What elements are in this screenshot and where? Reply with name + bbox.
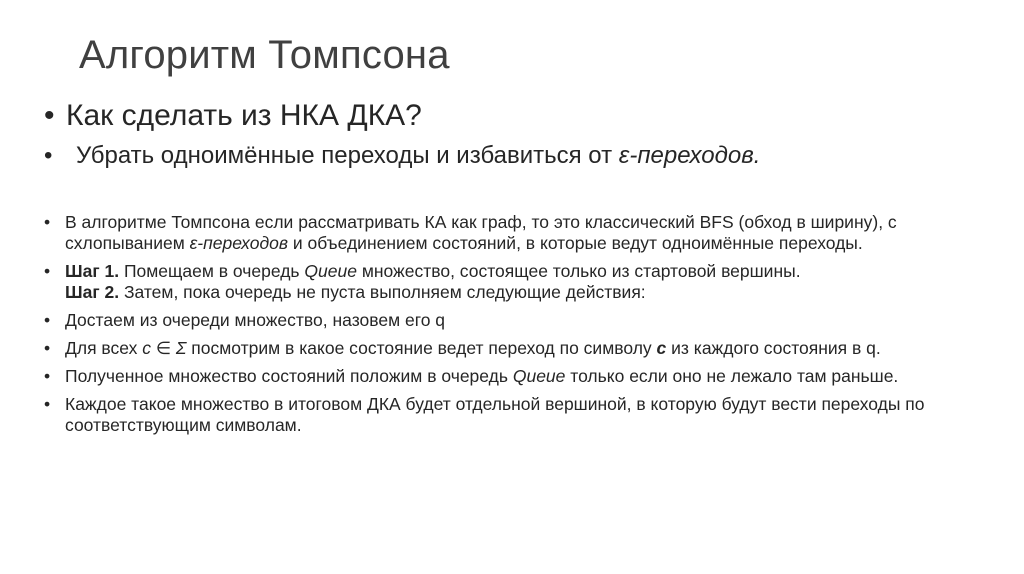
list-item-dfa-vertex bbox=[44, 394, 984, 436]
list-item-steps bbox=[44, 261, 984, 303]
step2-label: Шаг 2. bbox=[65, 282, 120, 302]
step1-label: Шаг 1. bbox=[65, 261, 120, 281]
headline-question-text: Как сделать из НКА ДКА? bbox=[66, 99, 422, 132]
bullet-icon: • bbox=[44, 366, 51, 386]
dequeue-text: Достаем из очереди множество, назовем его q bbox=[65, 310, 446, 330]
step1-queue: Queue bbox=[304, 261, 357, 281]
headline-answer bbox=[44, 139, 994, 173]
headline-answer-prefix: Убрать одноимённые переходы и избавиться от bbox=[76, 142, 619, 169]
step2-text: Затем, пока очередь не пуста выполняем следующие действия: bbox=[119, 282, 646, 302]
transitions-text-a: Для всех bbox=[65, 338, 143, 358]
list-item-transitions bbox=[44, 338, 984, 359]
bullet-icon: • bbox=[44, 212, 51, 232]
headline-question bbox=[44, 96, 994, 136]
detail-bullets bbox=[44, 212, 984, 443]
bullet-icon: • bbox=[44, 261, 51, 281]
list-item-dequeue bbox=[44, 310, 984, 331]
list-item-enqueue bbox=[44, 366, 984, 387]
enqueue-queue: Queue bbox=[512, 366, 566, 386]
bfs-text-b: и объединением состояний, в которые ведут одноимённые переходы. bbox=[288, 233, 863, 253]
transitions-symbol-c: c bbox=[656, 338, 667, 358]
step1-text-b: множество, состоящее только из стартовой вершины. bbox=[356, 261, 801, 281]
transitions-text-b: посмотрим в какое состояние ведет переход по символу bbox=[186, 338, 657, 358]
bullet-icon: • bbox=[44, 310, 51, 330]
main-bullets bbox=[44, 96, 994, 173]
enqueue-text-a: Полученное множество состояний положим в очередь bbox=[65, 366, 513, 386]
bfs-text-a: В алгоритме Томпсона если рассматривать КА как граф, то это классический BFS (обход в ширину), с схлопыванием bbox=[65, 212, 897, 253]
bullet-icon: • bbox=[44, 99, 55, 132]
slide-title: Алгоритм Томпсона bbox=[79, 33, 450, 77]
headline-answer-text bbox=[66, 142, 760, 169]
dfa-vertex-text: Каждое такое множество в итоговом ДКА будет отдельной вершиной, в которую будут вести переходы по соответствующим символам. bbox=[65, 394, 925, 435]
list-item-bfs bbox=[44, 212, 984, 254]
transitions-text-c: из каждого состояния в q. bbox=[666, 338, 881, 358]
transitions-alphabet: c ∈ Σ bbox=[142, 338, 187, 358]
step1-text-a: Помещаем в очередь bbox=[119, 261, 305, 281]
bullet-icon: • bbox=[44, 394, 51, 414]
headline-answer-italic: ε-переходов. bbox=[618, 142, 761, 169]
bullet-icon: • bbox=[44, 142, 53, 169]
enqueue-text-b: только если оно не лежало там раньше. bbox=[565, 366, 899, 386]
bullet-icon: • bbox=[44, 338, 51, 358]
bfs-text-italic: ε-переходов bbox=[189, 233, 288, 253]
